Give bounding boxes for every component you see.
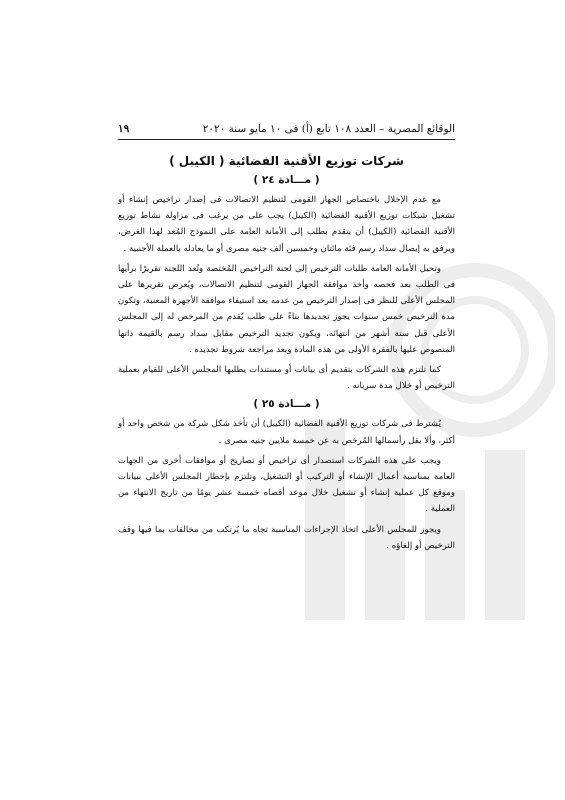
- article-paragraph: كما تلتزم هذه الشركات بتقديم أى بيانات أو مستندات يطلبها المجلس الأعلى للقيام بعملية الترخيص أو خلال مدة سريانه .: [118, 365, 455, 392]
- gazette-header-title: الوقائع المصرية – العدد ١٠٨ تابع (أ) فى ١٠ مايو سنة ٢٠٢٠: [202, 123, 455, 135]
- running-header: [118, 123, 455, 140]
- article-paragraph: يُشترط فى شركات توزيع الأقنية الفضائية (الكيبل) أن تأخذ شكل شركة من شخص واحد أو أكثر، وألا يقل رأسمالها المُرخص به عن خمسة ملايين جنيه مصرى .: [118, 419, 455, 446]
- article-paragraph: مع عدم الإخلال باختصاص الجهاز القومى لتنظيم الاتصالات فى إصدار تراخيص إنشاء أو تشغيل شبكات توزيع الأقنية الفضائية (الكيبل) يجب على من يرغب فى مزاولة نشاط توزيع الأقنية الفضائية (الكيبل) أن يتقدم بطلب إلى الأمانة العامة على النموذج المُعد لهذا الغرض، ويرفق به إيصال سداد رسم فئة مائتان وخمسين ألف جنيه مصرى أو ما يعادله بالعملة الأجنبية .: [118, 195, 455, 254]
- document-page: [118, 123, 455, 558]
- article-heading: ( مـــادة ٢٤ ): [253, 174, 320, 186]
- article-heading: ( مـــادة ٢٥ ): [253, 398, 320, 411]
- article-paragraph: وتحيل الأمانة العامة طلبات الترخيص إلى لجنة التراخيص المُختصة وتُعد اللجنة تقريرًا برأيها فى الطلب بعد فحصه وأخذ موافقة الجهاز القومى لتنظيم الاتصالات، ويُعرض تقريرها على المجلس الأعلى للنظر فى إصدار الترخيص من عدمه بعد استيفاء موافقة الأجهزة المعنية، وتكون مدة الترخيص خمس سنوات يجوز تجديدها بناءً على طلب يُقدم من المرخص له إلى المجلس الأعلى قبل ستة أشهر من انتهائه، ويكون تجديد الترخيص مقابل سداد رسم بالقيمة ذاتها المنصوص عليها بالفقرة الأولى من هذه المادة وبعد مراجعة شروط تجديده .: [118, 263, 455, 355]
- article-paragraph: ويجب على هذه الشركات استصدار أى تراخيص أو تصاريح أو موافقات أخرى من الجهات العامة بمناسبة أعمال الإنشاء أو التركيب أو التشغيل، وتلتزم بإخطار المجلس الأعلى ببيانات وموقع كل عملية إنشاء أو تشغيل خلال موعد أقصاه خمسة عشر يومًا من تاريخ الانتهاء من العملية .: [118, 455, 455, 515]
- page-number: ١٩: [118, 123, 130, 135]
- section-title: شركات توزيع الأقنية الفضائية ( الكيبل ): [169, 154, 404, 168]
- article-paragraph: ويجوز للمجلس الأعلى اتخاذ الإجراءات المناسبة تجاه ما يُرتكب من مخالفات بما فيها وقف الترخيص أو إلغاؤه .: [118, 524, 455, 551]
